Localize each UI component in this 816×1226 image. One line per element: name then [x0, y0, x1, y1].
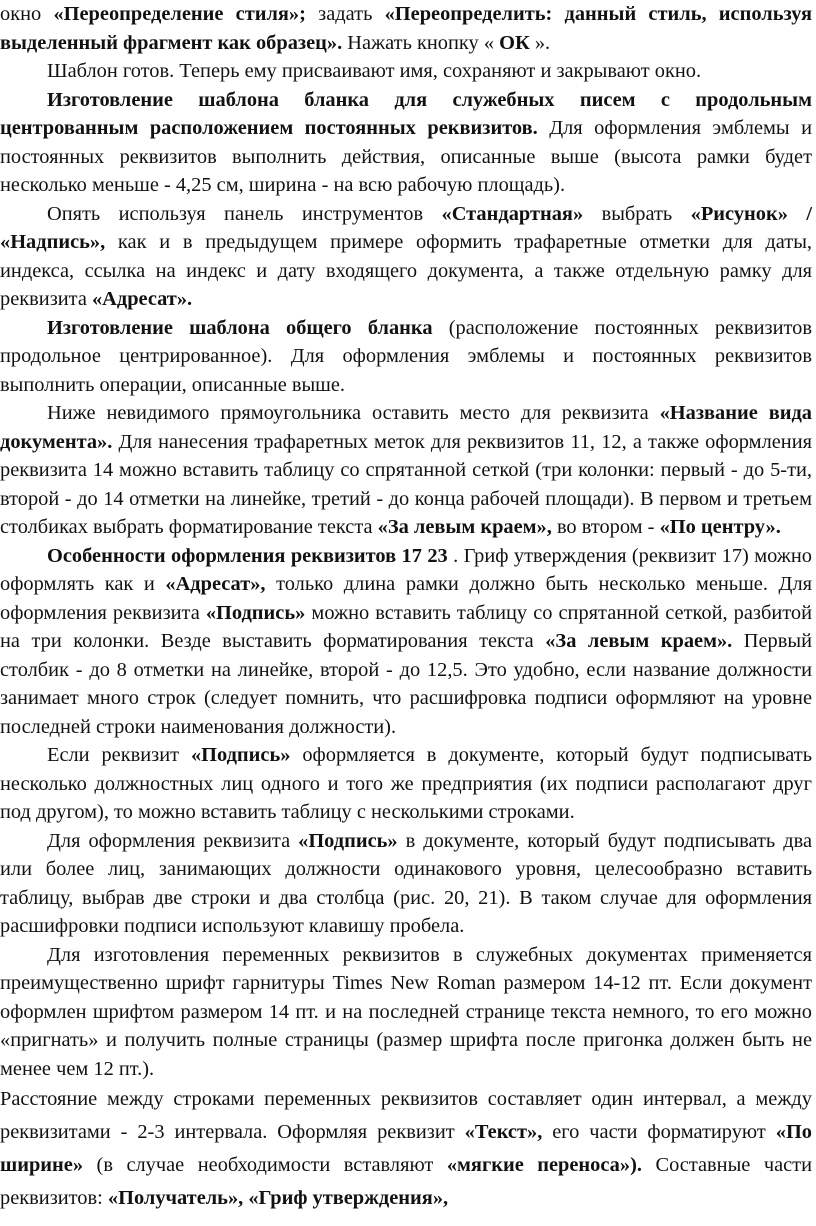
text-run: только длина рамки должно быть несколько меньше. Для оформления реквизита: [0, 573, 812, 624]
bold-term: «Текст»,: [464, 1121, 543, 1143]
text-run: выбрать: [583, 202, 691, 225]
text-run: задать: [305, 3, 385, 25]
text-run: его части форматируют: [542, 1121, 776, 1143]
text-run: Шаблон готов. Теперь ему присваивают имя, сохраняют и закрывают окно.: [47, 60, 702, 82]
bold-term: «За левым краем»,: [377, 516, 552, 538]
text-run: окно: [0, 3, 54, 25]
bold-term: «За левым краем».: [545, 630, 733, 652]
bold-term: «Адресат».: [91, 288, 193, 310]
text-run: оформляется в документе, который будут подписывать несколько должностных лиц одного и того же предприятия (их подписи располагают друг под другом), то можно вставить таблицу с несколькими строками.: [0, 744, 812, 823]
text-run: Для оформления эмблемы и постоянных реквизитов выполнить действия, описанные выше (высота рамки будет несколько меньше - 4,25 см, ширина - на всю рабочую площадь).: [0, 117, 812, 196]
paragraph-requisites-17-23: [0, 542, 812, 742]
text-run: как и в предыдущем примере оформить трафаретные отметки для даты, индекса, ссылка на индекс и дату входящего документа, а также отдельную рамку для реквизита: [0, 231, 812, 310]
bold-term: ОК: [499, 31, 530, 54]
bold-term: «мягкие переноса»).: [446, 1154, 642, 1176]
text-run: Первый столбик - до 8 отметки на линейке, второй - до 12,5. Это удобно, если название должности занимает много строк (следует помнить, что расшифровка подписи оформляют на уровне последней строки наименования должности).: [0, 630, 812, 738]
bold-term: «Адресат»,: [165, 573, 266, 595]
text-run: . Гриф утверждения (реквизит 17) можно оформлять как и: [0, 544, 812, 595]
bold-term: «Рисунок» / «Надпись»,: [0, 202, 812, 253]
bold-term: «Подпись»: [205, 601, 306, 624]
text-run: ».: [529, 31, 551, 54]
text-run: во втором -: [551, 516, 660, 538]
bold-term: «Переопределить: данный стиль, используя выделенный фрагмент как образец».: [0, 3, 812, 54]
paragraph-template-ready: [0, 57, 812, 86]
bold-term: «По ширине»: [0, 1121, 813, 1176]
paragraph-line-spacing: [0, 1083, 812, 1215]
paragraph-document-type-name: [0, 399, 812, 542]
text-run: Для нанесения трафаретных меток для реквизитов 11, 12, а также оформления реквизита 14 можно вставить таблицу со спрятанной сеткой (три колонки: первый - до 5-ти, второй - до 14 отметки на линейке, третий - до конца рабочей площади). В первом и третьем столбиках выбрать форматирование текста: [0, 430, 812, 538]
paragraph-font-requirements: [0, 941, 812, 1084]
bold-term: «По центру».: [659, 516, 781, 538]
text-run: (расположение постоянных реквизитов продольное центрированное). Для оформления эмблемы и постоянных реквизитов выполнить операции, описанные выше.: [0, 316, 812, 396]
bold-term: «Подпись»: [298, 829, 398, 852]
bold-term: Изготовление шаблона общего бланка: [47, 316, 433, 339]
bold-term: Особенности оформления реквизитов 17 23: [47, 544, 448, 567]
bold-term: «Название вида документа».: [0, 402, 812, 453]
bold-term: «Подпись»: [190, 744, 291, 766]
paragraph-letter-template: [0, 86, 812, 200]
text-run: можно вставить таблицу со спрятанной сеткой, разбитой на три колонки. Везде выставить форматирования текста: [0, 601, 812, 652]
bold-term: Изготовление шаблона бланка для служебных писем с продольным центрованным расположением постоянных реквизитов.: [0, 88, 812, 139]
paragraph-signature-equal-level: [0, 827, 812, 941]
paragraph-toolbar-frames: [0, 200, 812, 314]
paragraph-general-form-template: [0, 314, 812, 400]
bold-term: «Стандартная»: [441, 202, 584, 225]
text-run: Для изготовления переменных реквизитов в служебных документах применяется преимущественно шрифт гарнитуры Times New Roman размером 14-12 пт. Если документ оформлен шрифтом размером 14 пт. и на последней странице текста немного, то его можно «пригнать» и получить полные страницы (размер шрифта после пригонка должен быть не менее чем 12 пт.).: [0, 943, 812, 1080]
bold-term: «Получатель», «Гриф утверждения»,: [107, 1187, 449, 1209]
text-run: Нажать кнопку «: [342, 31, 500, 54]
text-run: Расстояние между строками переменных реквизитов составляет один интервал, а между реквизитами - 2-3 интервала. Оформляя реквизит: [0, 1088, 812, 1143]
text-run: в документе, который будут подписывать два или более лиц, занимающих должности одинакового уровня, целесообразно вставить таблицу, выбрав две строки и два столбца (рис. 20, 21). В таком случае для оформления расшифровки подписи используют клавишу пробела.: [0, 829, 813, 937]
text-run: Опять используя панель инструментов: [47, 202, 442, 225]
text-run: (в случае необходимости вставляют: [83, 1154, 447, 1176]
text-run: Если реквизит: [47, 744, 191, 766]
paragraph-signature-multiple: [0, 741, 812, 827]
text-run: Для оформления реквизита: [47, 829, 299, 852]
text-run: Ниже невидимого прямоугольника оставить место для реквизита: [47, 402, 660, 424]
bold-term: «Переопределение стиля»;: [53, 3, 306, 25]
text-run: Составные части реквизитов:: [0, 1154, 812, 1209]
paragraph-style-override: [0, 0, 812, 57]
